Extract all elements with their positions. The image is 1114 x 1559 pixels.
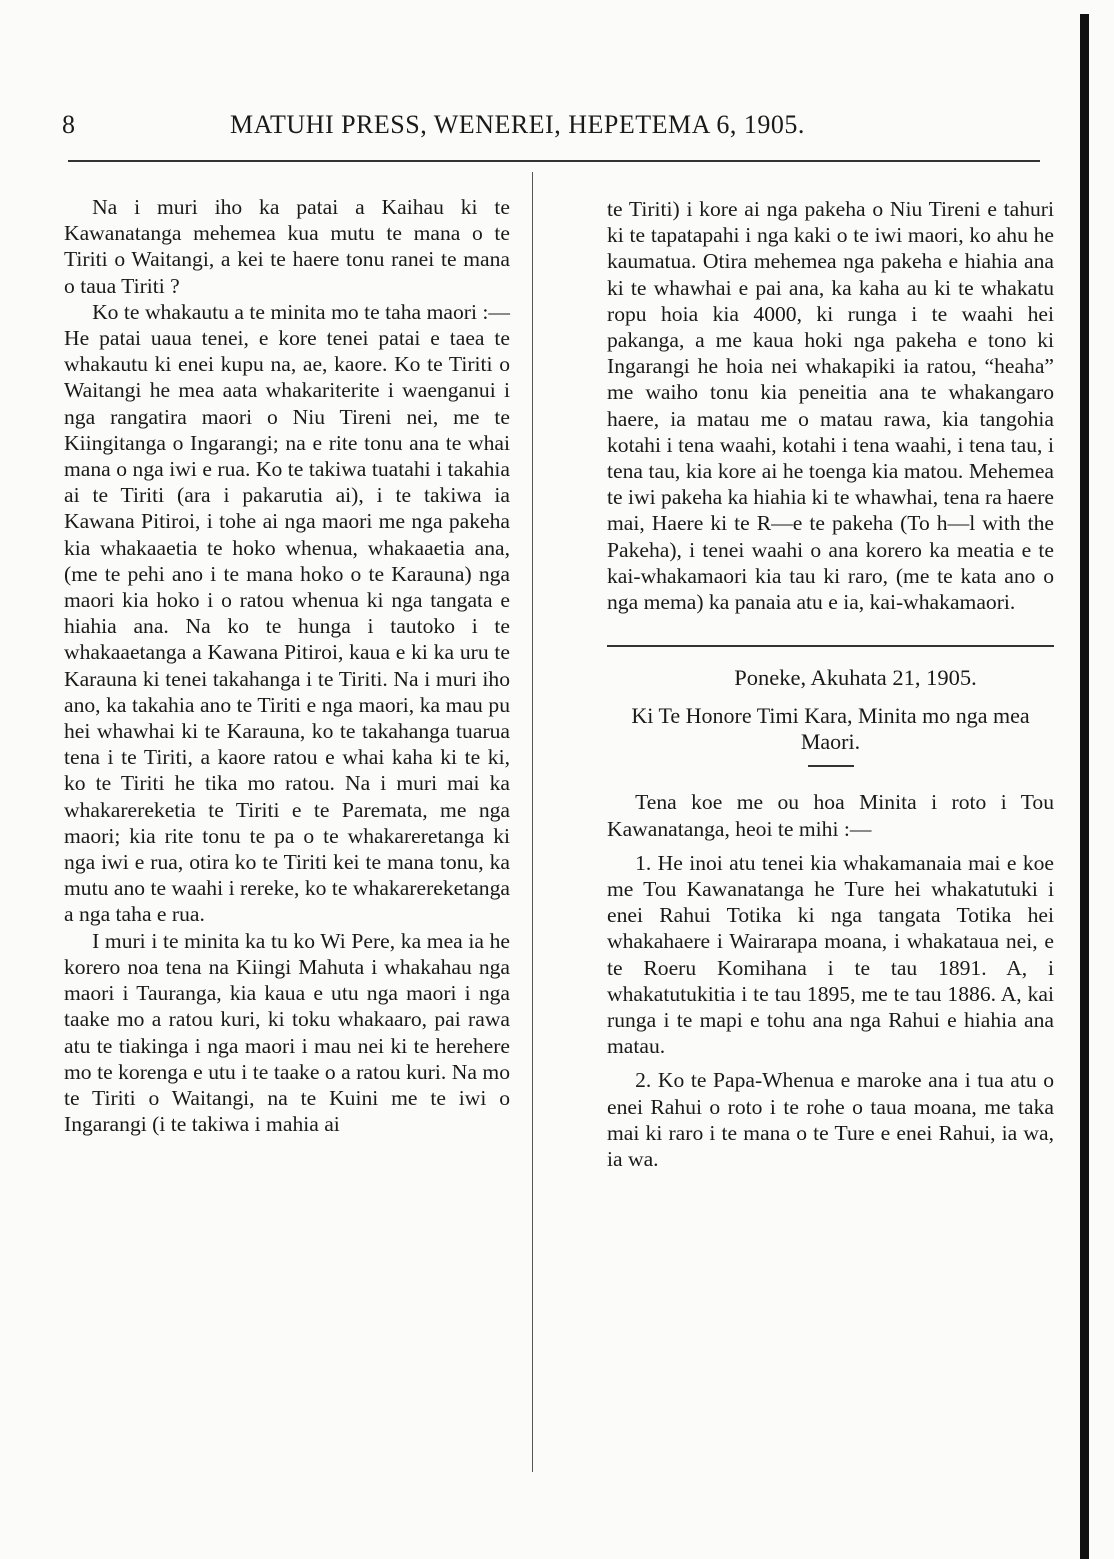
masthead-title: MATUHI PRESS, WENEREI, HEPETEMA 6, 1905. — [230, 110, 805, 139]
header-rule — [68, 160, 1040, 162]
continued-paragraph: te Tiriti) i kore ai nga pakeha o Niu Tireni e tahuri ki te tapatapahi i nga kaki o te iwi maori, ko ahu he kaumatua. Otira mehemea nga pakeha e hiahia ana ki te whawhai e pai ana, ka kaha au ki te whakatu ropu hoia kia 4000, ki runga i te waahi hei pakanga, a me kaua hoki nga pakeha e tono ki Ingarangi he hoia nei whakapiki ia ratou, “heaha” me waiho tonu kia peneitia ana te whakangaro haere, ia matau me o matau rawa, kia tangohia kotahi i tena waahi, kotahi i tena waahi, i tena tau, i tena tau, kia kore ai he toenga kia matou. Mehemea te iwi pakeha ka hiahia ki te whawhai, tena ra haere mai, Haere ki te R—e te pakeha (To h—l with the Pakeha), i tenei waahi o ana korero ka meatia e te kai-whakamaori kia tau ki raro, (me te kata ano o nga mema) ka panaia atu e ia, kai-whakamaori. — [607, 197, 1054, 615]
letter-greeting: Tena koe me ou hoa Minita i roto i Tou Kawanatanga, heoi te mihi :— — [607, 790, 1054, 841]
column-divider — [532, 172, 533, 1472]
short-rule — [808, 765, 854, 767]
page-edge-bar — [1080, 14, 1089, 1559]
paragraph: I muri i te minita ka tu ko Wi Pere, ka mea ia he korero noa tena na Kiingi Mahuta i whakahau nga maori i Tauranga, kia kaua e utu nga maori i nga taake mo a ratou kuri, ki toku whakaaro, pai rawa atu te tiakinga i nga maori i mau nei ki te herehere mo te korenga e utu i te taake o a ratou kuri. Na mo te Tiriti o Waitangi, na te Kuini me te iwi o Ingarangi (i te takiwa i mahia ai — [64, 928, 510, 1137]
numbered-paragraph: 1. He inoi atu tenei kia whakamanaia mai e koe me Tou Kawanatanga he Ture hei whakatutuki i enei Rahui Totika ki nga tangata Totika hei whakahaere i Wairarapa moana, i whakataua nei, e te Roeru Komihana i te tau 1891. A, i whakatutukitia i te tau 1895, me te tau 1886. A, kai runga i te mapi e tohu ana nga Rahui e hiahia ana matau. — [607, 850, 1054, 1059]
letter-salutation: Ki Te Honore Timi Kara, Minita mo nga mea Maori. — [631, 703, 1030, 755]
letter-dateline: Poneke, Akuhata 21, 1905. — [734, 665, 977, 691]
left-column — [64, 194, 510, 1137]
page-header — [62, 110, 1042, 150]
section-rule — [607, 645, 1054, 647]
page-number: 8 — [62, 110, 75, 139]
numbered-paragraph: 2. Ko te Papa-Whenua e maroke ana i tua atu o enei Rahui o roto i te rohe o taua moana, me taka mai ki raro i te mana o te Ture e enei Rahui, ia wa, ia wa. — [607, 1068, 1054, 1172]
paragraph: Na i muri iho ka patai a Kaihau ki te Kawanatanga mehemea kua mutu te mana o te Tiriti o Waitangi, a kei te haere tonu ranei te mana o taua Tiriti ? — [64, 195, 510, 298]
paragraph: Ko te whakautu a te minita mo te taha maori :—He patai uaua tenei, e kore tenei patai e taea te whakautu ki enei kupu na, ae, kaore. Ko te Tiriti o Waitangi he mea aata whakariterite i waenganui i nga rangatira maori o Niu Tireni nei, me te Kiingitanga o Ingarangi; na e rite tonu ana te whai mana o nga iwi e rua. Ko te takiwa tuatahi i takahia ai te Tiriti (ara i pakarutia ai), i te takiwa ia Kawana Pitiroi, i tohe ai nga maori me nga pakeha kia whakaaetia te hoko whenua, whakaaetia ana, (me te pehi ano i te mana hoko o te Karauna) nga maori kia hoko i o ratou whenua ki nga tangata e hiahia ana. Na ko te hunga i tautoko i te whakaaetanga a Kawana Pitiroi, kaua e ki ka uru te Karauna ki tenei takahanga i te Tiriti. Na i muri iho ano, ka takahia ano te Tiriti e nga maori, ka mau pu hei whawhai ki te Karauna, ko te takahanga tuarua tena i te Tiriti, a kaore ratou e whai kaha ki te ki, ko te Tiriti he tika mo ratou. Na i muri mai ka whakarereketia te Tiriti e te Paremata, me nga maori; kia rite tonu te pa o te whakareretanga ki nga iwi e rua, otira ko te Tiriti kei te mana tonu, ka mutu ano te waahi i rereke, ko te whakarereketanga a nga taha e rua. — [64, 299, 510, 927]
right-column — [607, 196, 1054, 1172]
